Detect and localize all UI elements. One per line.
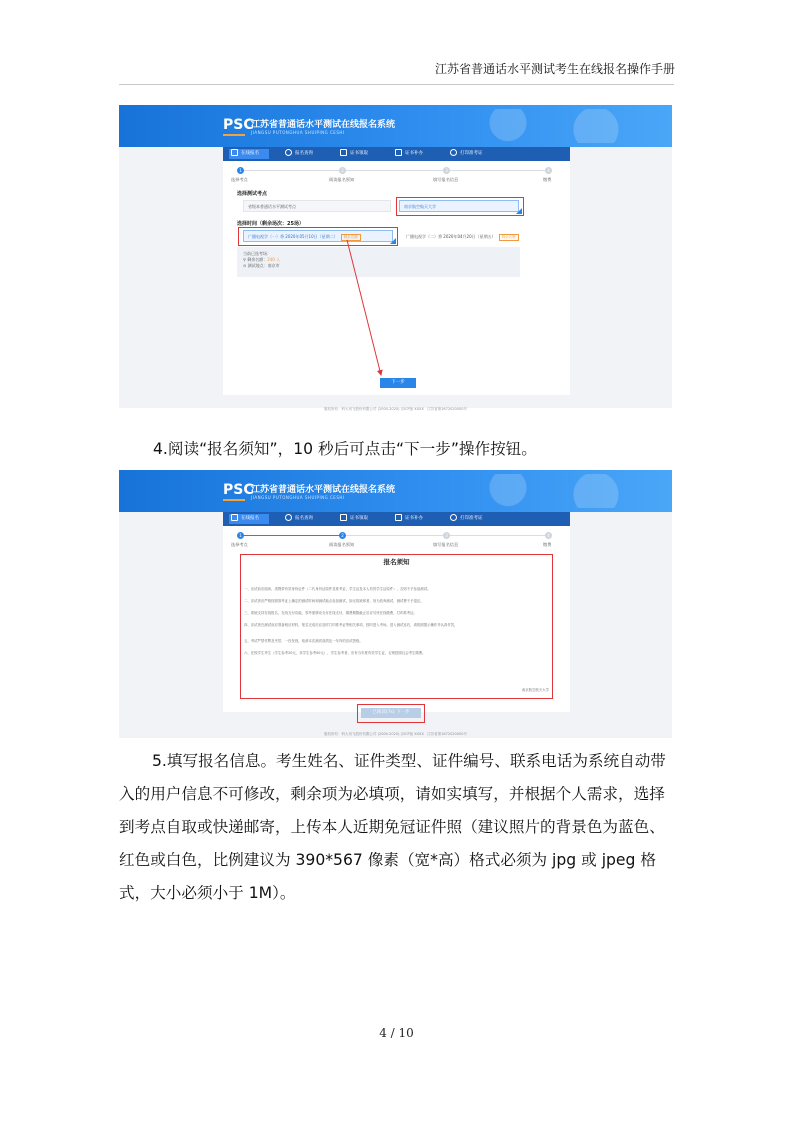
location-icon: ⊙ <box>243 263 248 268</box>
info-count-label: 剩余名额： <box>247 257 268 262</box>
psc-logo: PSC <box>223 482 254 498</box>
site-option-provincial[interactable]: 省级本普通话水平测试考点 <box>243 200 391 212</box>
step-3-label: 填写报名信息 <box>433 542 459 547</box>
step-1-label: 选择考点 <box>231 177 248 182</box>
notice-signature: 南京航空航天大学 <box>521 688 549 692</box>
section-site-title: 选择测试考点 <box>237 191 268 197</box>
site-option-nuaa[interactable]: 南京航空航天大学 <box>399 200 519 212</box>
nav-reissue[interactable] <box>393 514 435 524</box>
nav-label: 打印准考证 <box>460 516 483 521</box>
session-1-badge: 剩余名额 <box>341 234 361 241</box>
nav-label: 报名查询 <box>295 516 313 521</box>
nav-label: 在线报名 <box>241 516 259 521</box>
certificate-icon <box>340 514 347 521</box>
info-count-value: 240 人 <box>267 257 281 262</box>
step-1-label: 选择考点 <box>231 542 248 547</box>
map-decoration <box>442 474 662 508</box>
step-progress <box>241 535 343 536</box>
search-icon <box>285 514 292 521</box>
edit-icon <box>231 149 238 156</box>
nav-label: 证书补办 <box>405 516 423 521</box>
nav-label: 证书补办 <box>405 151 423 156</box>
notice-line-2: 二、应试者应严格按照准考证上确定的测试时间和测试地点参加测试，如无故缺席者，视为放弃测试，测试费不予退还。 <box>244 599 424 603</box>
logo-underline <box>223 499 245 501</box>
page-header: 江苏省普通话水平测试考生在线报名操作手册 <box>434 62 675 76</box>
nav-label: 在线报名 <box>241 151 259 156</box>
main-nav <box>223 147 570 161</box>
notice-line-4: 四、应试者在测试前应准备相应材料，报名完成后应及时打印准考证等相关事项，按时进入考场。进入测试室后，请按照提示操作并认真作答， <box>244 623 458 627</box>
map-decoration <box>442 109 662 143</box>
system-banner <box>119 470 672 512</box>
arrow-annotation <box>223 161 570 395</box>
step-4-dot: 4 <box>545 532 552 539</box>
step-4-label: 缴费 <box>543 177 552 182</box>
signup-card <box>223 161 570 395</box>
footer-copyright: 版权所有：科大讯飞股份有限公司 (2000-2020) 京ICP备 XXXX <box>324 407 424 411</box>
nav-print-ticket[interactable] <box>448 514 498 524</box>
system-subtitle: JIANGSU PUTONGHUA SHUIPING CESHI <box>251 495 345 500</box>
search-icon <box>285 149 292 156</box>
print-icon <box>450 514 457 521</box>
footer-record: 江苏省第1672020000号 <box>427 732 467 736</box>
notice-line-6: 六、在校学生考生（学生参考20元，非学生参考50元），学生参考者，应有当年度有效学生证，否则按照社会考生缴费。 <box>244 651 426 655</box>
notice-title: 报名须知 <box>383 558 410 566</box>
screenshot-select-site <box>119 105 672 411</box>
step-1-dot: 1 <box>237 167 244 174</box>
step-3-dot: 3 <box>443 532 450 539</box>
print-icon <box>450 149 457 156</box>
next-button-disabled[interactable]: 已阅读(7s) 下一步 <box>361 708 421 718</box>
nav-label: 证书领取 <box>350 516 368 521</box>
nav-online-signup[interactable] <box>229 149 269 159</box>
certificate-icon <box>340 149 347 156</box>
caption-step-5: 5.填写报名信息。考生姓名、证件类型、证件编号、联系电话为系统自动带入的用户信息不可修改，剩余项为必填项，请如实填写，并根据个人需求，选择到考点自取或快递邮寄，上传本人近期免冠证件照（建议照片的背景色为蓝色、红色或白色，比例建议为 390*567 像素（宽*高）格式必须为 jpg 或 jpeg 格式，大小必须小于 1M）。 <box>119 752 666 902</box>
nav-online-signup[interactable] <box>229 514 269 524</box>
info-address-label: 测试地点： <box>247 263 268 268</box>
page-number: 4 / 10 <box>379 1026 414 1040</box>
nav-certificate[interactable] <box>338 149 380 159</box>
step-4-dot: 4 <box>545 167 552 174</box>
caption-step-4: 4.阅读“报名须知”，10 秒后可点击“下一步”操作按钮。 <box>153 440 537 458</box>
nav-label: 证书领取 <box>350 151 368 156</box>
main-nav <box>223 512 570 526</box>
nav-label: 报名查询 <box>295 151 313 156</box>
session-2-label: 广播电视学（二）将 2020年04月20日（星期五） <box>406 234 496 239</box>
info-address-value: 南京市 <box>267 263 280 268</box>
footer-copyright: 版权所有：科大讯飞股份有限公司 (2000-2020) 京ICP备 XXXX <box>324 732 424 736</box>
step-3-dot: 3 <box>443 167 450 174</box>
screenshot-notice <box>119 470 672 738</box>
header-divider <box>119 84 674 85</box>
system-title: 江苏省普通话水平测试在线报名系统 <box>251 120 396 130</box>
system-footer <box>119 732 672 737</box>
notice-line-5: 五、考试严禁作弊及夹带，一经发现，取消本次测试成绩及一年内的应试资格。 <box>244 639 363 643</box>
psc-logo: PSC <box>223 117 254 133</box>
step-2-label: 阅读报名须知 <box>329 542 355 547</box>
session-1-label: 广播电视学（一）将 2020年05月10日（星期二） <box>248 234 338 239</box>
logo-underline <box>223 134 245 136</box>
system-footer <box>119 407 672 412</box>
notice-line-3: 三、系统支持在线报名，在线支付功能，零考需移动支付在线支付，缴费期限截止后应尽快在线缴费，打印准考证。 <box>244 611 417 615</box>
system-subtitle: JIANGSU PUTONGHUA SHUIPING CESHI <box>251 130 345 135</box>
step-2-label: 阅读报名须知 <box>329 177 355 182</box>
nav-label: 打印准考证 <box>460 151 483 156</box>
progress-steps <box>231 532 556 550</box>
nav-query[interactable] <box>283 514 325 524</box>
nav-query[interactable] <box>283 149 325 159</box>
nav-print-ticket[interactable] <box>448 149 498 159</box>
section-time-title: 选择时间（剩余场次：25场） <box>237 221 304 227</box>
session-2-badge: 剩余名额 <box>499 234 519 241</box>
step-3-label: 填写报名信息 <box>433 177 459 182</box>
notice-card <box>223 526 570 712</box>
document-icon <box>395 149 402 156</box>
step-2-dot: 2 <box>339 532 346 539</box>
step-2-dot: 2 <box>339 167 346 174</box>
system-title: 江苏省普通话水平测试在线报名系统 <box>251 485 396 495</box>
edit-icon <box>231 514 238 521</box>
document-icon <box>395 514 402 521</box>
step-1-dot: 1 <box>237 532 244 539</box>
nav-reissue[interactable] <box>393 149 435 159</box>
user-icon: ⚲ <box>243 257 248 262</box>
info-title: 当前已选考场： <box>243 251 271 256</box>
footer-record: 江苏省第1672020000号 <box>427 407 467 411</box>
next-button[interactable]: 下一步 <box>380 378 416 388</box>
step-4-label: 缴费 <box>543 542 552 547</box>
nav-certificate[interactable] <box>338 514 380 524</box>
notice-line-1: 一、应试前应阅读，须携带有效身份证件（二代身份证原件及准考证，学生证及本人有效学生证原件），否则不予参加测试。 <box>244 587 431 591</box>
system-banner <box>119 105 672 147</box>
